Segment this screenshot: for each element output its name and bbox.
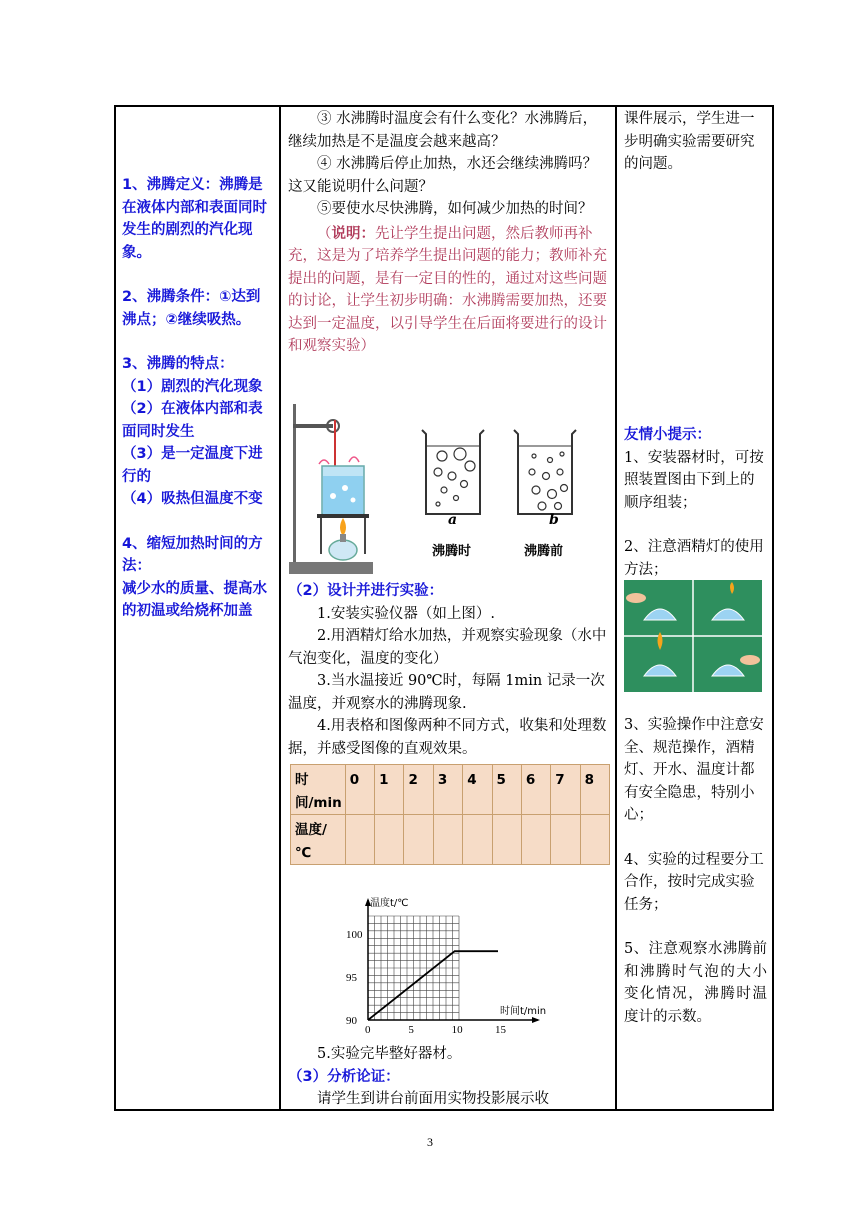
temperature-header-cell: 温度/℃ xyxy=(291,815,346,865)
table-cell: 8 xyxy=(580,765,609,815)
beaker-a-letter: a xyxy=(448,512,458,528)
boiling-apparatus-illustration xyxy=(289,404,373,576)
question-3: ③ 水沸腾时温度会有什么变化？水沸腾后，继续加热是不是温度会越来越高？ xyxy=(288,111,598,150)
x-tick-label: 5 xyxy=(408,1024,414,1034)
tip-3: 3、实验操作中注意安全、规范操作，酒精灯、开水、温度计都有安全隐患，特别小心； xyxy=(624,717,764,823)
section-3-title: （3）分析论证： xyxy=(288,1068,400,1085)
table-row xyxy=(291,815,610,865)
step-2: 2.用酒精灯给水加热，并观察实验现象（水中气泡变化，温度的变化） xyxy=(288,628,607,667)
data-record-table xyxy=(290,764,610,865)
step-1: 1.安装实验仪器（如上图）. xyxy=(317,605,495,622)
table-cell: 7 xyxy=(551,765,580,815)
chart-grid xyxy=(368,916,459,1020)
table-cell xyxy=(345,815,374,865)
step-3: 3.当水温接近 90℃时，每隔 1min 记录一次温度，并观察水的沸腾现象. xyxy=(288,673,605,712)
boiling-definition: 1、沸腾定义：沸腾是在液体内部和表面同时发生的剧烈的汽化现象。 xyxy=(122,177,267,261)
teacher-note: （说明：先让学生提出问题，然后教师再补充，这是为了培养学生提出问题的能力；教师补充提出的问题，是有一定目的性的，通过对这些问题的讨论，让学生初步明确：水沸腾需要加热，还要达到一定温度，以引导学生在后面将要进行的设计和观察实验） xyxy=(288,224,607,354)
table-cell xyxy=(492,815,521,865)
tips-block xyxy=(624,424,767,581)
tips-title: 友情小提示： xyxy=(624,427,711,443)
page-number: 3 xyxy=(427,1135,433,1149)
x-axis-arrow xyxy=(532,1017,540,1023)
table-cell xyxy=(463,815,492,865)
boiling-conditions: 2、沸腾条件：①达到沸点；②继续吸热。 xyxy=(122,289,261,328)
table-cell xyxy=(433,815,462,865)
step-4: 4.用表格和图像两种不同方式，收集和处理数据，并感受图像的直观效果。 xyxy=(288,718,607,757)
column-divider-2 xyxy=(615,105,617,1111)
note-label: 说明： xyxy=(331,224,375,242)
section-2-title: （2）设计并进行实验： xyxy=(288,583,444,599)
note-text: 先让学生提出问题，然后教师再补充，这是为了培养学生提出问题的能力；教师补充提出的问题，是有一定目的性的，通过对这些问题的讨论，让学生初步明确：水沸腾需要加热，还要达到一定温度，以引导学生在后面将要进行的设计和观察实验） xyxy=(288,225,607,354)
caption-boiling: 沸腾时 xyxy=(432,544,472,559)
table-cell: 4 xyxy=(463,765,492,815)
conclusion-section xyxy=(288,1043,610,1111)
table-cell: 3 xyxy=(433,765,462,815)
notes-column xyxy=(624,108,767,176)
question-4: ④ 水沸腾后停止加热，水还会继续沸腾吗？这又能说明什么问题？ xyxy=(288,156,598,195)
caption-before-boiling: 沸腾前 xyxy=(524,544,564,559)
table-cell: 0 xyxy=(345,765,374,815)
temperature-time-chart xyxy=(340,894,570,1034)
question-5: ⑤要使水尽快沸腾，如何减少加热的时间？ xyxy=(317,201,593,217)
alcohol-lamp-usage-illustration xyxy=(624,580,762,692)
shorten-time-title: 4、缩短加热时间的方法： xyxy=(122,535,263,574)
tip-4: 4、实验的过程要分工合作，按时完成实验任务； xyxy=(624,851,764,913)
beaker-b-letter: b xyxy=(549,512,559,528)
table-cell xyxy=(404,815,433,865)
column-divider-1 xyxy=(279,105,281,1111)
feature-item: （4）吸热但温度不变 xyxy=(122,491,263,507)
feature-item: （2）在液体内部和表面同时发生 xyxy=(122,401,263,440)
feature-item: （3）是一定温度下进行的 xyxy=(122,446,263,485)
courseware-note: 课件展示，学生进一步明确实验需要研究的问题。 xyxy=(624,111,755,172)
experiment-section xyxy=(288,580,610,865)
time-header-cell: 时间/min xyxy=(291,765,346,815)
feature-item: （1）剧烈的汽化现象 xyxy=(122,378,263,395)
table-cell xyxy=(521,815,550,865)
x-tick-label: 15 xyxy=(495,1024,506,1034)
table-cell: 6 xyxy=(521,765,550,815)
table-cell: 2 xyxy=(404,765,433,815)
tip-2: 2、注意酒精灯的使用方法； xyxy=(624,539,764,578)
tip-5: 5、注意观察水沸腾前和沸腾时气泡的大小变化情况，沸腾时温度计的示数。 xyxy=(624,941,767,1025)
y-tick-label: 90 xyxy=(346,1015,357,1027)
table-cell xyxy=(551,815,580,865)
table-row xyxy=(291,765,610,815)
y-axis-label: 温度t/℃ xyxy=(370,898,409,909)
table-cell xyxy=(580,815,609,865)
shorten-time-body: 减少水的质量、提高水的初温或给烧杯加盖 xyxy=(122,580,267,619)
table-cell: 5 xyxy=(492,765,521,815)
x-tick-label: 10 xyxy=(451,1024,463,1034)
activity-column xyxy=(288,108,610,358)
tips-continued xyxy=(624,714,767,1028)
knowledge-column xyxy=(122,174,274,623)
boiling-features-title: 3、沸腾的特点： xyxy=(122,356,234,372)
x-tick-label: 0 xyxy=(365,1024,371,1034)
x-axis-label: 时间t/min xyxy=(500,1006,547,1017)
analysis-line: 请学生到讲台前面用实物投影展示收 xyxy=(317,1091,549,1107)
y-tick-label: 100 xyxy=(346,929,363,941)
table-cell xyxy=(375,815,404,865)
tip-1: 1、安装器材时，可按照装置图由下到上的顺序组装； xyxy=(624,449,764,511)
table-cell: 1 xyxy=(375,765,404,815)
step-5: 5.实验完毕整好器材。 xyxy=(317,1046,462,1062)
y-tick-label: 95 xyxy=(346,972,357,984)
